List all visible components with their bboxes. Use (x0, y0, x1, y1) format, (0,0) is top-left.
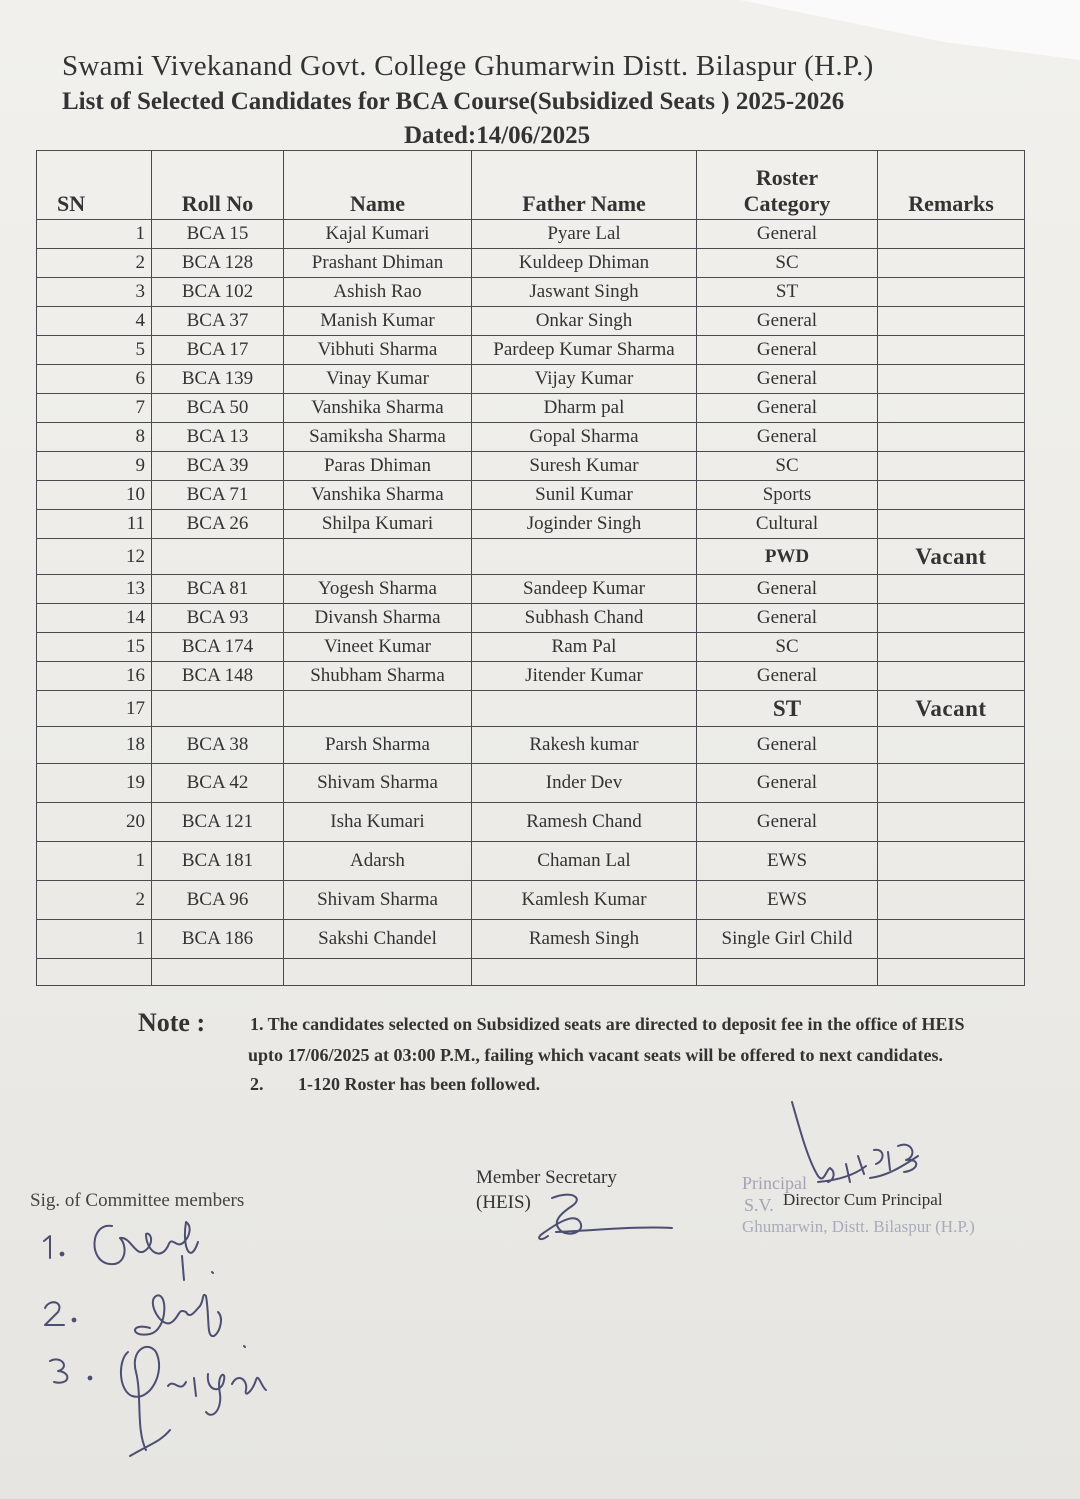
director-label: Director Cum Principal (783, 1190, 943, 1209)
principal-signature (792, 1102, 918, 1182)
committee-signatures-label: Sig. of Committee members (30, 1190, 245, 1211)
cell-sn: 20 (37, 803, 152, 842)
committee-signature-3 (121, 1347, 266, 1456)
member-secretary-line1: Member Secretary (476, 1167, 617, 1188)
cell-roster-category: PWD (697, 539, 878, 575)
header-roll-no: Roll No (152, 151, 284, 220)
cell-father-name: Ramesh Singh (472, 920, 697, 959)
cell-name: Vanshika Sharma (284, 394, 472, 423)
note-item1-line1: 1. The candidates selected on Subsidized seats are directed to deposit fee in the office of HEIS (250, 1014, 965, 1034)
cell-roster-category: General (697, 365, 878, 394)
cell-name: Adarsh (284, 842, 472, 881)
cell-sn: 2 (37, 881, 152, 920)
cell-name: Isha Kumari (284, 803, 472, 842)
cell-father-name: Sandeep Kumar (472, 575, 697, 604)
cell-sn: 5 (37, 336, 152, 365)
cell-name: Yogesh Sharma (284, 575, 472, 604)
cell-roll-no: BCA 39 (152, 452, 284, 481)
handwritten-number-2 (45, 1302, 75, 1325)
cell-name: Parsh Sharma (284, 727, 472, 764)
cell-sn: 15 (37, 633, 152, 662)
cell-father-name: Jitender Kumar (472, 662, 697, 691)
list-title: List of Selected Candidates for BCA Course(Subsidized Seats ) 2025-2026 (62, 88, 845, 115)
cell-sn: 2 (37, 249, 152, 278)
cell-father-name: Gopal Sharma (472, 423, 697, 452)
cell-father-name: Ramesh Chand (472, 803, 697, 842)
cell-roster-category: General (697, 394, 878, 423)
cell-father-name: Chaman Lal (472, 842, 697, 881)
cell-roster-category: SC (697, 633, 878, 662)
cell-remarks: Vacant (878, 539, 1025, 575)
cell-name: Vinay Kumar (284, 365, 472, 394)
cell-remarks: Vacant (878, 691, 1025, 727)
cell-roster-category: General (697, 307, 878, 336)
cell-roll-no: BCA 37 (152, 307, 284, 336)
cell-father-name: Pardeep Kumar Sharma (472, 336, 697, 365)
cell-name: Prashant Dhiman (284, 249, 472, 278)
stamp-line1: Principal (742, 1173, 807, 1193)
cell-roll-no: BCA 42 (152, 764, 284, 803)
cell-father-name: Inder Dev (472, 764, 697, 803)
cell-roster-category: Single Girl Child (697, 920, 878, 959)
header-sn: SN (37, 151, 152, 220)
cell-name: Shilpa Kumari (284, 510, 472, 539)
committee-signature-1 (94, 1222, 213, 1280)
cell-roll-no: BCA 102 (152, 278, 284, 307)
cell-name: Divansh Sharma (284, 604, 472, 633)
cell-sn: 13 (37, 575, 152, 604)
college-name: Swami Vivekanand Govt. College Ghumarwin Distt. Bilaspur (H.P.) (62, 50, 874, 82)
cell-roster-category: General (697, 803, 878, 842)
cell-sn: 6 (37, 365, 152, 394)
cell-roll-no: BCA 139 (152, 365, 284, 394)
cell-roster-category: General (697, 423, 878, 452)
cell-roll-no: BCA 186 (152, 920, 284, 959)
cell-father-name: Dharm pal (472, 394, 697, 423)
header-father-name: Father Name (472, 151, 697, 220)
cell-sn: 11 (37, 510, 152, 539)
cell-name: Shivam Sharma (284, 881, 472, 920)
cell-sn: 14 (37, 604, 152, 633)
cell-roster-category: General (697, 604, 878, 633)
cell-roll-no: BCA 38 (152, 727, 284, 764)
cell-sn: 19 (37, 764, 152, 803)
cell-roster-category: General (697, 336, 878, 365)
cell-father-name: Pyare Lal (472, 220, 697, 249)
cell-sn: 10 (37, 481, 152, 510)
cell-father-name: Joginder Singh (472, 510, 697, 539)
cell-roll-no: BCA 174 (152, 633, 284, 662)
note-item1-line2: upto 17/06/2025 at 03:00 P.M., failing which vacant seats will be offered to next candidates. (248, 1045, 943, 1065)
cell-roll-no: BCA 26 (152, 510, 284, 539)
cell-roster-category: General (697, 220, 878, 249)
note-label: Note : (138, 1008, 206, 1037)
list-date: Dated:14/06/2025 (404, 122, 591, 149)
cell-roll-no: BCA 13 (152, 423, 284, 452)
cell-father-name: Vijay Kumar (472, 365, 697, 394)
cell-roster-category: General (697, 575, 878, 604)
cell-roll-no: BCA 96 (152, 881, 284, 920)
cell-name: Shivam Sharma (284, 764, 472, 803)
member-secretary-signature (539, 1195, 672, 1239)
cell-name: Ashish Rao (284, 278, 472, 307)
cell-roster-category: SC (697, 249, 878, 278)
header-remarks: Remarks (878, 151, 1025, 220)
cell-roster-category: EWS (697, 842, 878, 881)
cell-sn: 1 (37, 920, 152, 959)
cell-roll-no: BCA 15 (152, 220, 284, 249)
cell-name: Kajal Kumari (284, 220, 472, 249)
cell-sn: 18 (37, 727, 152, 764)
cell-name: Samiksha Sharma (284, 423, 472, 452)
cell-roster-category: EWS (697, 881, 878, 920)
cell-roster-category: Cultural (697, 510, 878, 539)
cell-sn: 16 (37, 662, 152, 691)
cell-father-name: Onkar Singh (472, 307, 697, 336)
header-roster-line1: Roster (755, 165, 819, 190)
cell-sn: 9 (37, 452, 152, 481)
header-roster-line2: Category (743, 191, 831, 216)
header-name: Name (284, 151, 472, 220)
cell-roster-category: General (697, 662, 878, 691)
cell-sn: 8 (37, 423, 152, 452)
member-secretary-line2: (HEIS) (476, 1192, 531, 1213)
cell-sn: 7 (37, 394, 152, 423)
cell-roster-category: ST (697, 691, 878, 727)
handwritten-number-3 (50, 1359, 91, 1382)
cell-sn: 1 (37, 842, 152, 881)
cell-roll-no: BCA 71 (152, 481, 284, 510)
cell-father-name: Suresh Kumar (472, 452, 697, 481)
cell-father-name: Ram Pal (472, 633, 697, 662)
cell-roster-category: General (697, 764, 878, 803)
cell-roll-no: BCA 17 (152, 336, 284, 365)
committee-signature-2 (135, 1295, 245, 1347)
cell-roll-no: BCA 50 (152, 394, 284, 423)
note-item2-text: 1-120 Roster has been followed. (298, 1074, 541, 1094)
cell-sn: 3 (37, 278, 152, 307)
cell-father-name: Kamlesh Kumar (472, 881, 697, 920)
cell-roll-no: BCA 121 (152, 803, 284, 842)
cell-roll-no: BCA 181 (152, 842, 284, 881)
cell-name: Vibhuti Sharma (284, 336, 472, 365)
note-item2-number: 2. (250, 1074, 264, 1094)
cell-name: Manish Kumar (284, 307, 472, 336)
cell-sn: 4 (37, 307, 152, 336)
cell-name: Vanshika Sharma (284, 481, 472, 510)
cell-father-name: Subhash Chand (472, 604, 697, 633)
cell-roll-no: BCA 128 (152, 249, 284, 278)
cell-roll-no: BCA 93 (152, 604, 284, 633)
handwritten-number-1 (44, 1236, 63, 1258)
cell-roll-no: BCA 81 (152, 575, 284, 604)
cell-roster-category: ST (697, 278, 878, 307)
cell-name: Paras Dhiman (284, 452, 472, 481)
cell-roll-no: BCA 148 (152, 662, 284, 691)
cell-name: Shubham Sharma (284, 662, 472, 691)
cell-father-name: Kuldeep Dhiman (472, 249, 697, 278)
cell-sn: 12 (37, 539, 152, 575)
cell-sn: 17 (37, 691, 152, 727)
cell-name: Sakshi Chandel (284, 920, 472, 959)
cell-roster-category: SC (697, 452, 878, 481)
cell-sn: 1 (37, 220, 152, 249)
cell-roster-category: Sports (697, 481, 878, 510)
cell-roster-category: General (697, 727, 878, 764)
cell-name: Vineet Kumar (284, 633, 472, 662)
stamp-line2: S.V. (744, 1195, 774, 1215)
stamp-line3: Ghumarwin, Distt. Bilaspur (H.P.) (742, 1217, 975, 1236)
cell-father-name: Rakesh kumar (472, 727, 697, 764)
cell-father-name: Jaswant Singh (472, 278, 697, 307)
cell-father-name: Sunil Kumar (472, 481, 697, 510)
